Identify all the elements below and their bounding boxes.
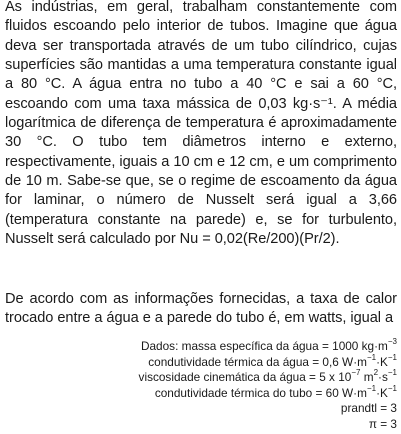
data-viscosity-exp-ten: −7	[351, 368, 361, 378]
data-viscosity-unit-m: m	[360, 370, 374, 385]
data-viscosity-exp-m: 2	[373, 368, 379, 378]
data-tube-conductivity	[139, 383, 397, 402]
problem-statement: As indústrias, em geral, trabalham constantemente com fluidos escoando pelo interior de tubos. Imagine que água deva ser transportada através de um tubo cilíndrico, cujas superfícies são mantidas a uma temperatura constante igual a 80 °C. A água entra no tubo a 40 °C e sai a 60 °C, escoando com uma taxa mássica de 0,03 kg·s⁻¹. A média logarítmica de diferença de temperatura é aproximadamente 30 °C. O tubo tem diâmetros interno e externo, respectivamente, iguais a 10 cm e 12 cm, e um comprimento de 10 m. Sabe-se que, se o regime de escoamento da água for laminar, o número de Nusselt será igual a 3,66 (temperatura constante na parede) e, se for turbulento, Nusselt será calculado por Nu = 0,02(Re/200)(Pr/2).	[5, 0, 397, 248]
data-tube-conductivity-label: condutividade térmica do tubo = 60 W·m	[154, 385, 367, 400]
data-density-exponent: −3	[387, 337, 397, 347]
given-data-block	[139, 339, 397, 433]
data-tube-conductivity-exp-k: −1	[387, 383, 397, 393]
data-pi: π = 3	[368, 416, 397, 431]
data-prandtl: prandtl = 3	[340, 401, 397, 416]
data-viscosity-label: viscosidade cinemática da água = 5 x 10	[138, 370, 352, 385]
question-text: De acordo com as informações fornecidas, a taxa de calor trocado entre a água e a parede do tubo é, em watts, igual a	[5, 291, 397, 327]
data-viscosity-exp-s: −1	[387, 368, 397, 378]
data-tube-conductivity-exp-m: −1	[366, 383, 377, 393]
data-water-conductivity-unit-k: ·K	[376, 354, 388, 369]
data-water-conductivity-exp-m: −1	[366, 352, 377, 362]
data-viscosity-unit-s: ·s	[378, 370, 388, 385]
data-viscosity	[139, 370, 397, 386]
data-water-conductivity-label: condutividade térmica da água = 0,6 W·m	[148, 354, 367, 369]
data-water-conductivity-exp-k: −1	[387, 352, 397, 362]
data-density	[139, 339, 397, 355]
data-tube-conductivity-unit-k: ·K	[376, 385, 388, 400]
data-density-label: Dados: massa específica da água = 1000 kg·m	[140, 339, 388, 353]
